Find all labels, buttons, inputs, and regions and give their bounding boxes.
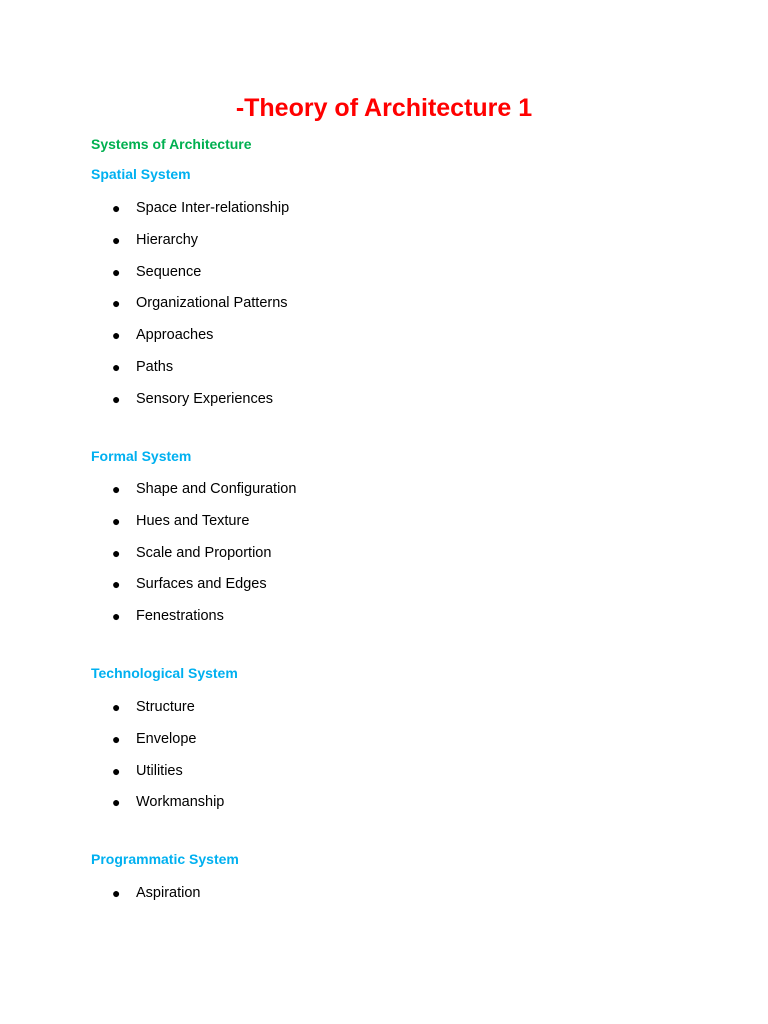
document-page: -Theory of Architecture 1 Systems of Architecture Spatial System ● Space Inter-relationship ● Hierarchy ● Sequence ● Organizational Patterns ● Approaches ● Paths ● Sensory Experiences Formal System ● Shape and Configuration ● Hues and Texture ● Scale and Proportion ● Surfaces and Edges ● Fenestrations Technological System ● Structure ● Envelope ● Utilities ● Workmanship Programmatic System ● Aspiration [0,0,768,1024]
document-subtitle: Systems of Architecture [91,136,252,152]
bullet-icon: ● [112,699,121,715]
section-heading-formal: Formal System [91,448,192,464]
bullet-icon: ● [112,390,121,407]
bullet-icon: ● [112,295,121,312]
bullet-icon: ● [112,885,121,901]
bullet-icon: ● [112,327,121,344]
bullet-icon: ● [112,263,121,280]
bullet-icon: ● [112,544,121,561]
document-title: -Theory of Architecture 1 [235,94,533,122]
bullet-icon: ● [112,762,121,779]
bullet-icon: ● [112,794,121,811]
bullet-icon: ● [112,730,121,747]
section-heading-spatial: Spatial System [91,166,191,182]
bullet-icon: ● [112,481,121,497]
bullet-icon: ● [112,200,121,216]
section-heading-technological: Technological System [91,665,238,681]
bullet-icon: ● [112,608,121,625]
section-heading-programmatic: Programmatic System [91,851,239,867]
bullet-icon: ● [112,231,121,248]
bullet-icon: ● [112,358,121,375]
bullet-icon: ● [112,576,121,593]
bullet-icon: ● [112,512,121,529]
